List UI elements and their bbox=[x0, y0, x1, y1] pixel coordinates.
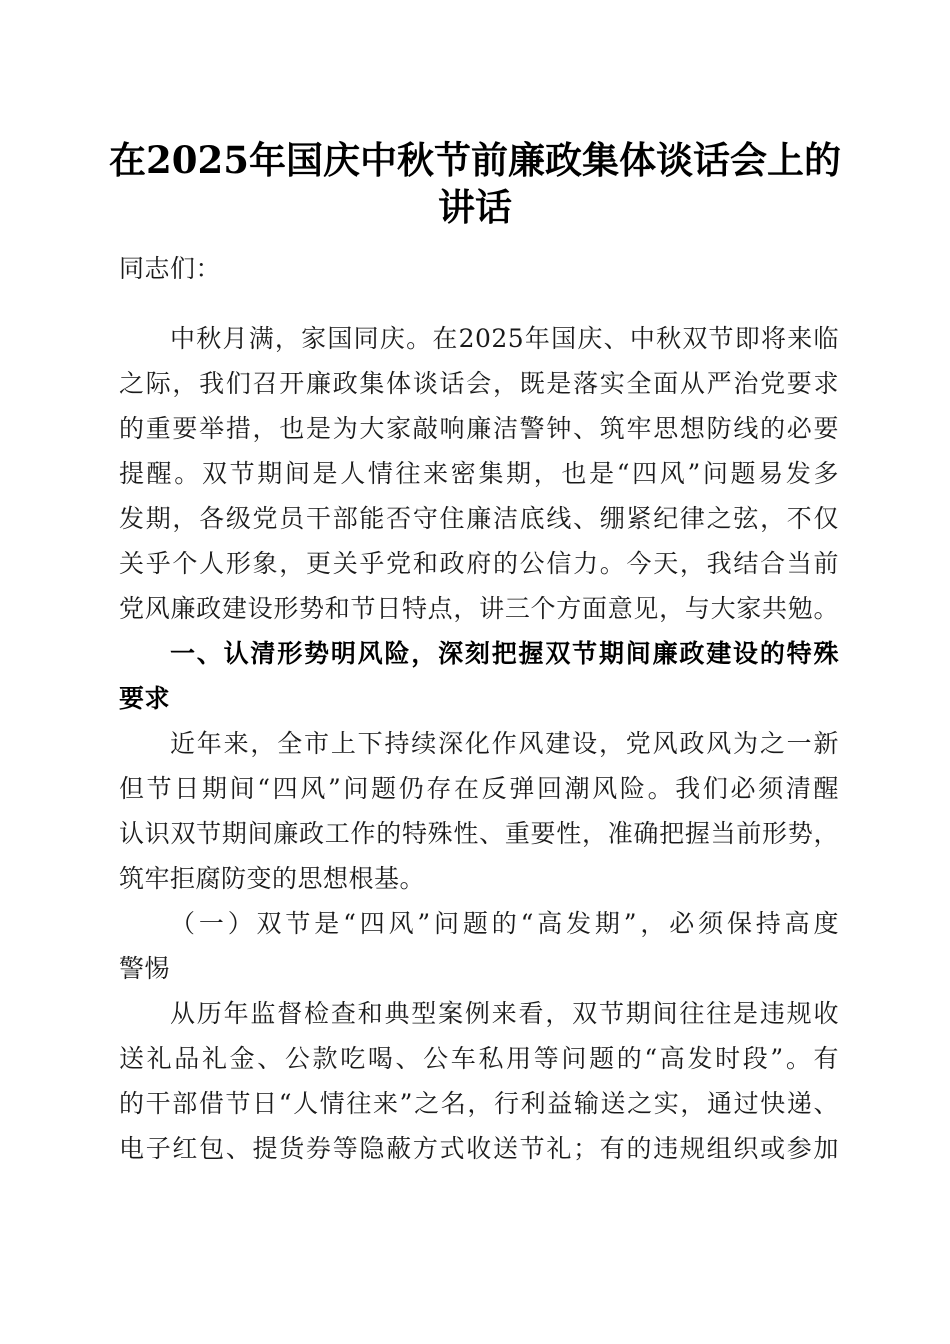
paragraph-line: 党风廉政建设形势和节日特点，讲三个方面意见，与大家共勉。 bbox=[119, 594, 839, 623]
paragraph-line: 从历年监督检查和典型案例来看，双节期间往往是违规收 bbox=[170, 999, 839, 1028]
paragraph-line: 筑牢拒腐防变的思想根基。 bbox=[119, 864, 426, 893]
paragraph-line: 之际，我们召开廉政集体谈话会，既是落实全面从严治党要求 bbox=[119, 369, 839, 398]
paragraph-line: 提醒。双节期间是人情往来密集期，也是“四风”问题易发多 bbox=[119, 459, 839, 488]
document-title-line-2: 讲话 bbox=[438, 185, 512, 229]
subsection-heading: 警惕 bbox=[119, 954, 171, 983]
document-title-line-1: 在2025年国庆中秋节前廉政集体谈话会上的 bbox=[109, 138, 841, 182]
salutation: 同志们： bbox=[119, 254, 222, 283]
paragraph-line: 中秋月满，家国同庆。在2025年国庆、中秋双节即将来临 bbox=[170, 324, 839, 353]
paragraph-line: 近年来，全市上下持续深化作风建设，党风政风为之一新 bbox=[170, 729, 839, 758]
paragraph-line: 送礼品礼金、公款吃喝、公车私用等问题的“高发时段”。有 bbox=[119, 1044, 839, 1073]
section-heading: 要求 bbox=[119, 684, 171, 713]
paragraph-line: 认识双节期间廉政工作的特殊性、重要性，准确把握当前形势， bbox=[119, 819, 839, 848]
section-heading: 一、认清形势明风险，深刻把握双节期间廉政建设的特殊 bbox=[170, 639, 839, 668]
paragraph-line: 的干部借节日“人情往来”之名，行利益输送之实，通过快递、 bbox=[119, 1089, 839, 1118]
paragraph-line: 但节日期间“四风”问题仍存在反弹回潮风险。我们必须清醒 bbox=[119, 774, 839, 803]
paragraph-line: 电子红包、提货券等隐蔽方式收送节礼；有的违规组织或参加 bbox=[119, 1134, 839, 1163]
paragraph-line: 的重要举措，也是为大家敲响廉洁警钟、筑牢思想防线的必要 bbox=[119, 414, 839, 443]
subsection-heading: （一）双节是“四风”问题的“高发期”，必须保持高度 bbox=[170, 909, 839, 938]
paragraph-line: 发期，各级党员干部能否守住廉洁底线、绷紧纪律之弦，不仅 bbox=[119, 504, 839, 533]
paragraph-line: 关乎个人形象，更关乎党和政府的公信力。今天，我结合当前 bbox=[119, 549, 839, 578]
